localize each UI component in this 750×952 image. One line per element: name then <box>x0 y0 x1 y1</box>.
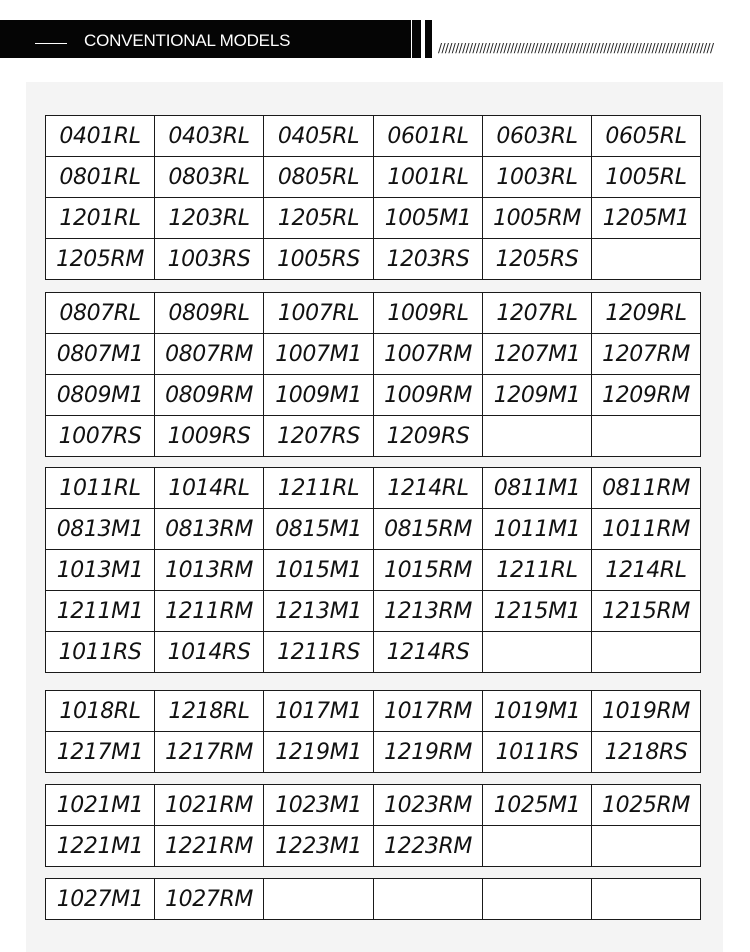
header-hatch: //////////////////////////////////////////////////////////////////////////////// <box>438 41 714 55</box>
model-cell: 1223RM <box>374 826 483 867</box>
model-cell: 0805RL <box>264 157 374 198</box>
model-cell <box>483 826 592 867</box>
model-table-4 <box>45 690 701 773</box>
table-row <box>46 732 701 773</box>
model-cell: 1219RM <box>374 732 483 773</box>
model-cell: 1205RL <box>264 198 374 239</box>
model-cell: 1013M1 <box>46 550 155 591</box>
model-cell: 1021RM <box>155 785 264 826</box>
model-cell <box>374 879 483 920</box>
model-cell: 1009M1 <box>264 375 374 416</box>
model-cell: 1009RM <box>374 375 483 416</box>
model-cell: 0811M1 <box>483 468 592 509</box>
model-cell: 1023M1 <box>264 785 374 826</box>
model-cell: 0807M1 <box>46 334 155 375</box>
model-table-1 <box>45 115 701 280</box>
model-cell: 1207RS <box>264 416 374 457</box>
model-cell: 1217M1 <box>46 732 155 773</box>
model-cell <box>592 632 701 673</box>
model-cell: 0815RM <box>374 509 483 550</box>
model-cell: 1207M1 <box>483 334 592 375</box>
model-cell: 1211RL <box>483 550 592 591</box>
model-cell: 1014RL <box>155 468 264 509</box>
table-row <box>46 198 701 239</box>
model-cell: 1209RL <box>592 293 701 334</box>
model-cell: 1209M1 <box>483 375 592 416</box>
model-cell: 1017M1 <box>264 691 374 732</box>
model-cell: 0807RL <box>46 293 155 334</box>
table-row <box>46 509 701 550</box>
header-accent-bar <box>425 20 432 58</box>
model-cell: 0809RM <box>155 375 264 416</box>
model-cell: 1019M1 <box>483 691 592 732</box>
model-cell: 1007RL <box>264 293 374 334</box>
model-cell: 1201RL <box>46 198 155 239</box>
model-cell: 1218RS <box>592 732 701 773</box>
model-cell: 1205RM <box>46 239 155 280</box>
model-cell <box>264 879 374 920</box>
model-cell <box>592 416 701 457</box>
model-cell: 0813RM <box>155 509 264 550</box>
model-cell <box>592 239 701 280</box>
table-row <box>46 157 701 198</box>
model-cell: 1014RS <box>155 632 264 673</box>
model-cell: 0809RL <box>155 293 264 334</box>
model-cell: 1015M1 <box>264 550 374 591</box>
model-cell: 1001RL <box>374 157 483 198</box>
table-row <box>46 691 701 732</box>
model-cell: 1223M1 <box>264 826 374 867</box>
model-cell: 1011RS <box>483 732 592 773</box>
model-cell: 1017RM <box>374 691 483 732</box>
model-cell: 1214RL <box>592 550 701 591</box>
model-cell: 1003RL <box>483 157 592 198</box>
model-cell <box>592 879 701 920</box>
model-cell: 1215M1 <box>483 591 592 632</box>
model-cell: 1021M1 <box>46 785 155 826</box>
table-row <box>46 468 701 509</box>
model-cell: 1207RM <box>592 334 701 375</box>
model-cell: 1218RL <box>155 691 264 732</box>
model-cell: 0601RL <box>374 116 483 157</box>
model-cell: 1211RS <box>264 632 374 673</box>
model-cell: 1214RS <box>374 632 483 673</box>
model-cell: 1011RS <box>46 632 155 673</box>
model-cell: 1211RM <box>155 591 264 632</box>
model-cell: 0811RM <box>592 468 701 509</box>
model-cell: 1211RL <box>264 468 374 509</box>
table-row <box>46 334 701 375</box>
model-cell: 1217RM <box>155 732 264 773</box>
model-cell: 1013RM <box>155 550 264 591</box>
table-row <box>46 116 701 157</box>
model-cell: 0803RL <box>155 157 264 198</box>
model-cell: 1009RL <box>374 293 483 334</box>
model-cell: 1209RS <box>374 416 483 457</box>
table-row <box>46 239 701 280</box>
model-cell: 0801RL <box>46 157 155 198</box>
model-cell: 1009RS <box>155 416 264 457</box>
model-cell: 1205M1 <box>592 198 701 239</box>
header-dash <box>35 43 67 44</box>
model-cell: 1213RM <box>374 591 483 632</box>
model-cell: 0605RL <box>592 116 701 157</box>
model-cell <box>483 632 592 673</box>
model-cell: 0401RL <box>46 116 155 157</box>
header-accent-bar <box>412 20 421 58</box>
model-cell: 1214RL <box>374 468 483 509</box>
model-cell: 1011M1 <box>483 509 592 550</box>
model-cell <box>592 826 701 867</box>
model-cell: 0603RL <box>483 116 592 157</box>
model-cell: 0809M1 <box>46 375 155 416</box>
model-cell: 1007M1 <box>264 334 374 375</box>
model-cell: 1005RM <box>483 198 592 239</box>
model-table-2 <box>45 292 701 457</box>
model-cell: 1221M1 <box>46 826 155 867</box>
model-cell: 1015RM <box>374 550 483 591</box>
model-cell: 0807RM <box>155 334 264 375</box>
model-cell: 1221RM <box>155 826 264 867</box>
model-cell: 0405RL <box>264 116 374 157</box>
model-cell: 1219M1 <box>264 732 374 773</box>
model-cell: 1005RL <box>592 157 701 198</box>
model-table-6 <box>45 878 701 920</box>
model-cell: 1011RM <box>592 509 701 550</box>
model-cell: 1003RS <box>155 239 264 280</box>
model-cell: 0815M1 <box>264 509 374 550</box>
table-row <box>46 879 701 920</box>
model-cell: 1203RL <box>155 198 264 239</box>
table-row <box>46 632 701 673</box>
model-cell: 1205RS <box>483 239 592 280</box>
model-cell <box>483 416 592 457</box>
model-cell: 1023RM <box>374 785 483 826</box>
table-row <box>46 550 701 591</box>
table-row <box>46 785 701 826</box>
model-cell: 1027M1 <box>46 879 155 920</box>
model-table-3 <box>45 467 701 673</box>
model-cell: 1025RM <box>592 785 701 826</box>
model-cell: 1211M1 <box>46 591 155 632</box>
model-cell: 1007RS <box>46 416 155 457</box>
model-cell: 1025M1 <box>483 785 592 826</box>
table-row <box>46 826 701 867</box>
model-cell: 1007RM <box>374 334 483 375</box>
header-title: CONVENTIONAL MODELS <box>84 31 291 50</box>
table-row <box>46 591 701 632</box>
model-cell: 1215RM <box>592 591 701 632</box>
model-table-5 <box>45 784 701 867</box>
model-cell: 1209RM <box>592 375 701 416</box>
model-cell: 1018RL <box>46 691 155 732</box>
table-row <box>46 375 701 416</box>
table-row <box>46 416 701 457</box>
model-cell: 1207RL <box>483 293 592 334</box>
model-cell: 1005M1 <box>374 198 483 239</box>
model-cell: 0403RL <box>155 116 264 157</box>
model-cell: 1203RS <box>374 239 483 280</box>
model-cell: 1011RL <box>46 468 155 509</box>
model-cell: 0813M1 <box>46 509 155 550</box>
table-row <box>46 293 701 334</box>
model-cell <box>483 879 592 920</box>
model-cell: 1027RM <box>155 879 264 920</box>
model-cell: 1019RM <box>592 691 701 732</box>
model-cell: 1005RS <box>264 239 374 280</box>
model-cell: 1213M1 <box>264 591 374 632</box>
